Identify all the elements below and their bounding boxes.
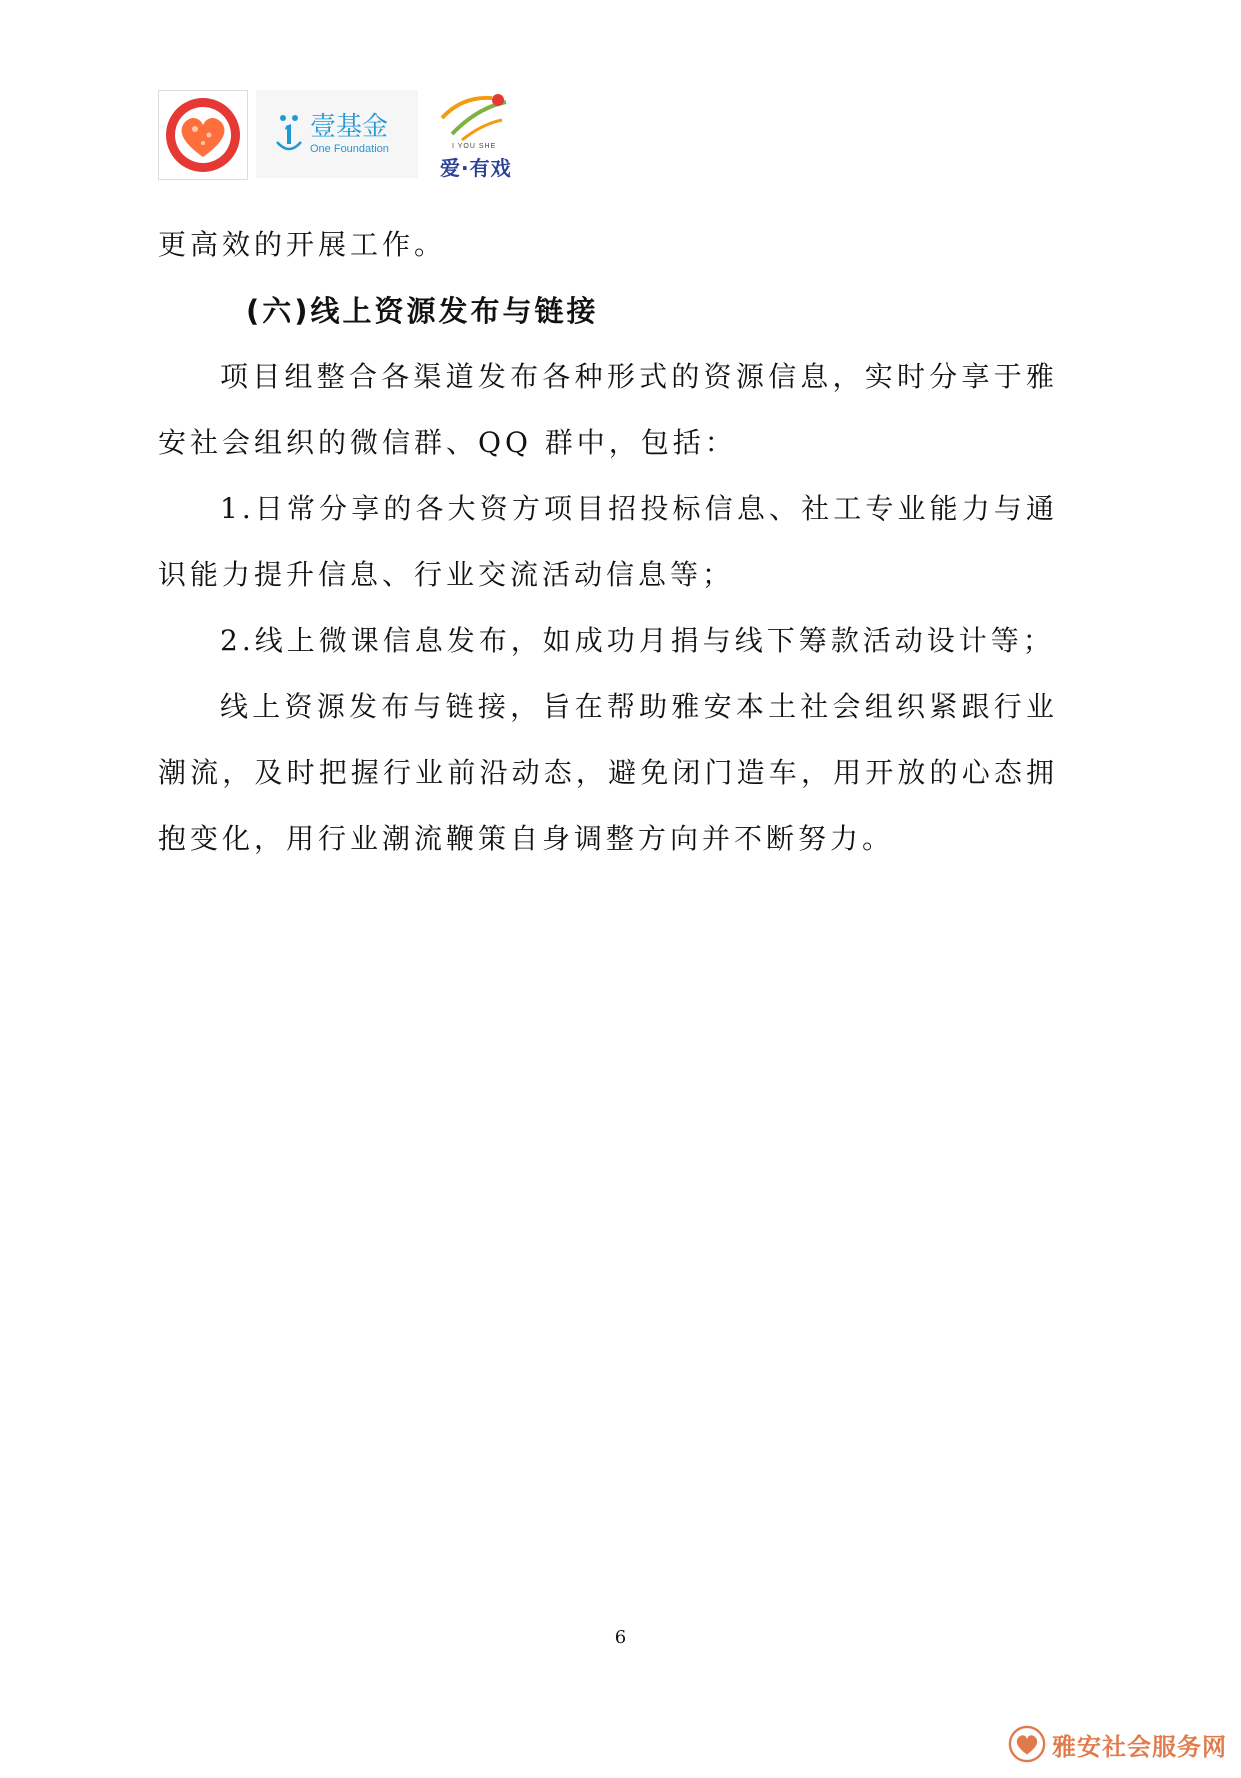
swoosh-icon: [432, 90, 522, 146]
ai-youxi-subtitle: I YOU SHE: [452, 143, 497, 150]
document-body: [158, 212, 1058, 872]
heart-logo-icon: [163, 95, 243, 175]
header-logos: [158, 90, 522, 180]
one-foundation-logo: [256, 90, 418, 178]
paragraph-summary: 线上资源发布与链接，旨在帮助雅安本土社会组织紧跟行业潮流，及时把握行业前沿动态，避免闭门造车，用开放的心态拥抱变化，用行业潮流鞭策自身调整方向并不断努力。: [158, 690, 1058, 855]
section-heading: (六)线上资源发布与链接: [246, 294, 599, 328]
yaan-heart-logo: [158, 90, 248, 180]
paragraph-intro: 项目组整合各渠道发布各种形式的资源信息，实时分享于雅安社会组织的微信群、QQ 群中，包括：: [158, 360, 1058, 459]
one-foundation-name-cn: 壹基金: [310, 112, 389, 142]
ai-youxi-name: 爱·有戏: [440, 156, 512, 180]
paragraph-item-2: 2.线上微课信息发布，如成功月捐与线下筹款活动设计等；: [220, 624, 1055, 657]
one-foundation-name-en: One Foundation: [310, 143, 389, 155]
page-number: 6: [614, 1627, 627, 1648]
site-watermark: [1008, 1725, 1227, 1763]
ai-youxi-logo: [432, 90, 522, 182]
paragraph-item-1: 1.日常分享的各大资方项目招投标信息、社工专业能力与通识能力提升信息、行业交流活动信息等；: [158, 492, 1058, 591]
paragraph-continuation: 更高效的开展工作。: [158, 228, 447, 261]
heart-logo-icon: [1008, 1725, 1046, 1763]
one-foundation-icon: [274, 112, 304, 156]
watermark-text: 雅安社会服务网: [1052, 1732, 1227, 1761]
